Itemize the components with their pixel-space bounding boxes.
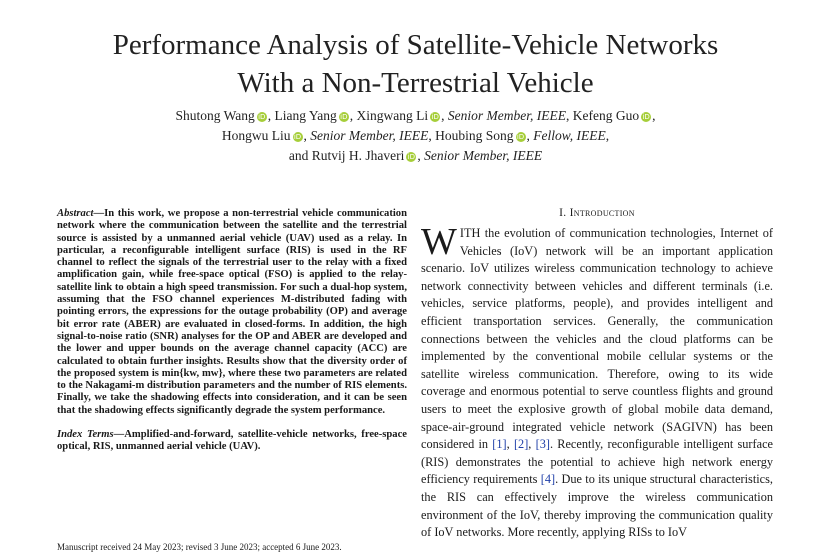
citation-link[interactable]: [4] xyxy=(540,472,556,487)
orcid-icon[interactable]: iD xyxy=(516,133,525,141)
author-role: Senior Member, IEEE xyxy=(424,148,543,163)
title-line-1: Performance Analysis of Satellite-Vehicle Networks xyxy=(112,29,719,61)
intro-text-3: . Due to its unique structural characteristics, the RIS can effectively improve the wireless communication environment of the IoV, thereby improving the communication quality of IoV networks. More recently, applying RISs to IoV xyxy=(421,472,773,540)
orcid-icon[interactable]: iD xyxy=(407,153,415,161)
author-line-3: and Rutvij H. Jhaveri iD , Senior Member, IEEE xyxy=(288,148,543,163)
author-name: Rutvij H. Jhaveri xyxy=(311,148,405,163)
intro-text-2: . Recently, reconfigurable intelligent surface (RIS) demonstrates the potential to achieve high network energy efficiency requirements xyxy=(421,437,773,487)
right-column xyxy=(421,207,773,542)
orcid-icon[interactable]: iD xyxy=(431,113,439,121)
abstract-lead: Abstract xyxy=(57,208,94,219)
paper-title xyxy=(0,26,831,102)
author-name: Hongwu Liu xyxy=(221,128,291,143)
index-terms-lead: Index Terms xyxy=(57,429,114,441)
section-heading: I. Introduction xyxy=(559,207,635,219)
author-name: Xingwang Li xyxy=(356,108,429,123)
citation-separator: , xyxy=(528,437,536,452)
author-name: Shutong Wang xyxy=(175,108,255,123)
index-terms xyxy=(57,429,407,454)
orcid-icon[interactable]: iD xyxy=(340,113,348,121)
citation-link[interactable]: [1] xyxy=(492,437,507,452)
manuscript-note: Manuscript received 24 May 2023; revised 3 June 2023; accepted 6 June 2023. xyxy=(57,542,342,552)
abstract-text: —In this work, we propose a non-terrestrial vehicle communication network where the communication between the satellite and the terrestrial source is assisted by a unmanned aerial vehicle (UAV) used as a relay. In particular, a reconfigurable intelligent surface (RIS) is used in the RF channel to reflect the signals of the terrestrial user to the relay with a fixed amplification gain, while free-space optical (FSO) is applied to the relay-satellite link to obtain a high speed transmission. For such a dual-hop system, assuming that the FSO channel experiences M-distributed fading with pointing errors, the expressions for the outage probability (OP) and average bit error rate (ABER) are evaluated in closed-forms. In addition, the high signal-to-noise ratio (SNR) analyses for the OP and ABER are developed and the lower and upper bounds on the average channel capacity (ACC) are calculated to obtain further insights. Results show that the diversity order of the proposed system is min{kw, mw}, where these two parameters are related to the Nakagami-m distribution parameters and the number of RIS elements. Finally, we take the shadowing effects into consideration, and it can be seen that the shadowing effects significantly degrade the system performance. xyxy=(57,208,407,416)
citation-link[interactable]: [3] xyxy=(535,437,550,452)
introduction-paragraph xyxy=(421,221,773,542)
author-name: Houbing Song xyxy=(435,128,514,143)
intro-text-1: ITH the evolution of communication technologies, Internet of Vehicles (IoV) network will be an important application scenario. IoV utilizes wireless communication technology to achieve network connectivity between vehicles and different terminals (i.e. vehicles, service platforms, people), and provides intelligent and efficient transportation services. Generally, the communication connections between the vehicles and the cloud platforms can be implemented by the conventional mobile cellular systems or the satellite wireless communication. Therefore, owing to its wide coverage and enormous potential to serve countless flights and ground users to meet the explosive growth of global mobile data demand, space-air-ground integrated vehicle network (SAGIVN) has been considered in xyxy=(421,226,773,452)
drop-cap: W xyxy=(421,221,457,263)
index-terms-text: —Amplified-and-forward, satellite-vehicle networks, free-space optical, RIS, unmanned aerial vehicle (UAV). xyxy=(57,429,407,453)
and-word: and xyxy=(288,148,309,163)
orcid-icon[interactable]: iD xyxy=(293,133,302,141)
author-line-2: Hongwu Liu iD , Senior Member, IEEE, Houbing Song iD , Fellow, IEEE, xyxy=(221,128,610,143)
title-line-2: With a Non-Terrestrial Vehicle xyxy=(237,67,594,99)
author-name: Kefeng Guo xyxy=(572,108,640,123)
author-name: Liang Yang xyxy=(274,108,337,123)
citation-link[interactable]: [2] xyxy=(513,437,529,452)
left-column xyxy=(57,208,407,454)
orcid-icon[interactable]: iD xyxy=(642,113,650,121)
author-line-1: Shutong Wang iD , Liang Yang iD , Xingwang Li iD , Senior Member, IEEE, Kefeng Guo iD , xyxy=(175,108,656,123)
author-role: Senior Member, IEEE xyxy=(447,108,567,123)
abstract xyxy=(57,208,407,417)
author-role: Fellow, IEEE xyxy=(533,128,606,143)
orcid-icon[interactable]: iD xyxy=(258,113,266,121)
author-list xyxy=(0,106,831,166)
citation-separator: , xyxy=(506,437,514,452)
author-role: Senior Member, IEEE xyxy=(310,128,429,143)
